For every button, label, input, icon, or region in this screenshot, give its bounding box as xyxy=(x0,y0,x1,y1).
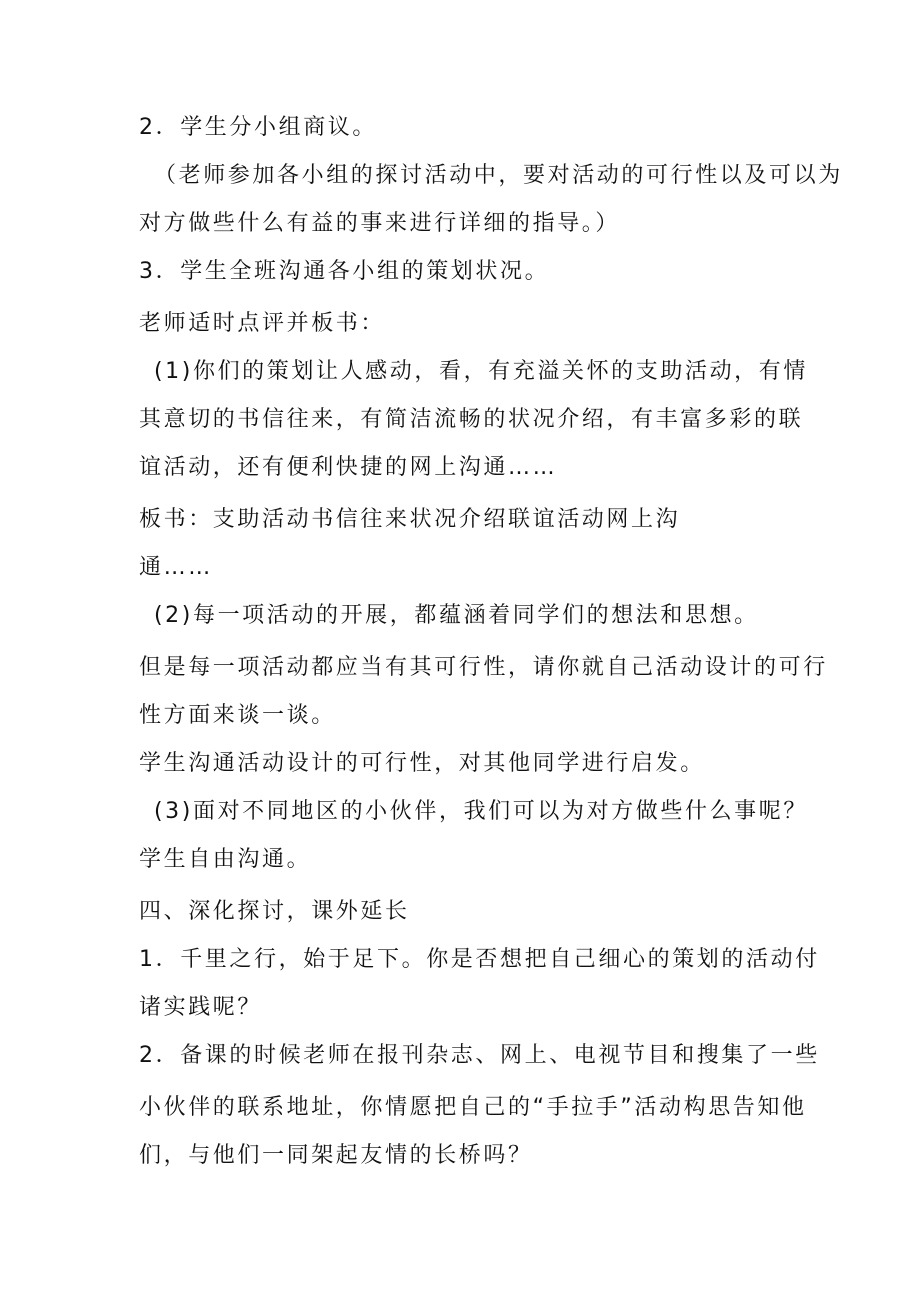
teacher-comment-label: 老师适时点评并板书： xyxy=(139,311,386,336)
point-2-line-3: 性方面来谈一谈。 xyxy=(139,703,336,728)
point-1-line-1: (1)你们的策划让人感动，看，有充溢关怀的支助活动，有情 xyxy=(154,359,808,384)
item-1-line-2: 诸实践呢？ xyxy=(139,995,263,1020)
item-1-line-1: 1．千里之行，始于足下。你是否想把自己细心的策划的活动付 xyxy=(139,947,820,972)
student-discussion-line: 学生沟通活动设计的可行性，对其他同学进行启发。 xyxy=(139,751,705,776)
board-note-line-1: 板书：支助活动书信往来状况介绍联谊活动网上沟 xyxy=(139,507,681,532)
point-2-line-1: (2)每一项活动的开展，都蕴涵着同学们的想法和思想。 xyxy=(154,603,759,628)
point-3-line: (3)面对不同地区的小伙伴，我们可以为对方做些什么事呢？ xyxy=(154,799,808,824)
step-2-heading: 2．学生分小组商议。 xyxy=(139,115,377,140)
student-free-discussion: 学生自由沟通。 xyxy=(139,847,312,872)
section-4-heading: 四、深化探讨，课外延长 xyxy=(139,899,410,924)
point-1-line-3: 谊活动，还有便利快捷的网上沟通…… xyxy=(139,455,558,480)
step-3-heading: 3．学生全班沟通各小组的策划状况。 xyxy=(139,259,550,284)
item-2-line-1: 2．备课的时候老师在报刊杂志、网上、电视节目和搜集了一些 xyxy=(139,1043,820,1068)
point-1-line-2: 其意切的书信往来，有简洁流畅的状况介绍，有丰富多彩的联 xyxy=(139,407,804,432)
teacher-note-line-2: 对方做些什么有益的事来进行详细的指导。） xyxy=(139,211,621,236)
board-note-line-2: 通…… xyxy=(139,555,213,580)
item-2-line-2: 小伙伴的联系地址，你情愿把自己的“手拉手”活动构思告知他 xyxy=(139,1095,807,1120)
point-2-line-2: 但是每一项活动都应当有其可行性，请你就自己活动设计的可行 xyxy=(139,655,828,680)
teacher-note-line-1: （老师参加各小组的探讨活动中，要对活动的可行性以及可以为 xyxy=(154,163,843,188)
item-2-line-3: 们，与他们一同架起友情的长桥吗？ xyxy=(139,1143,533,1168)
